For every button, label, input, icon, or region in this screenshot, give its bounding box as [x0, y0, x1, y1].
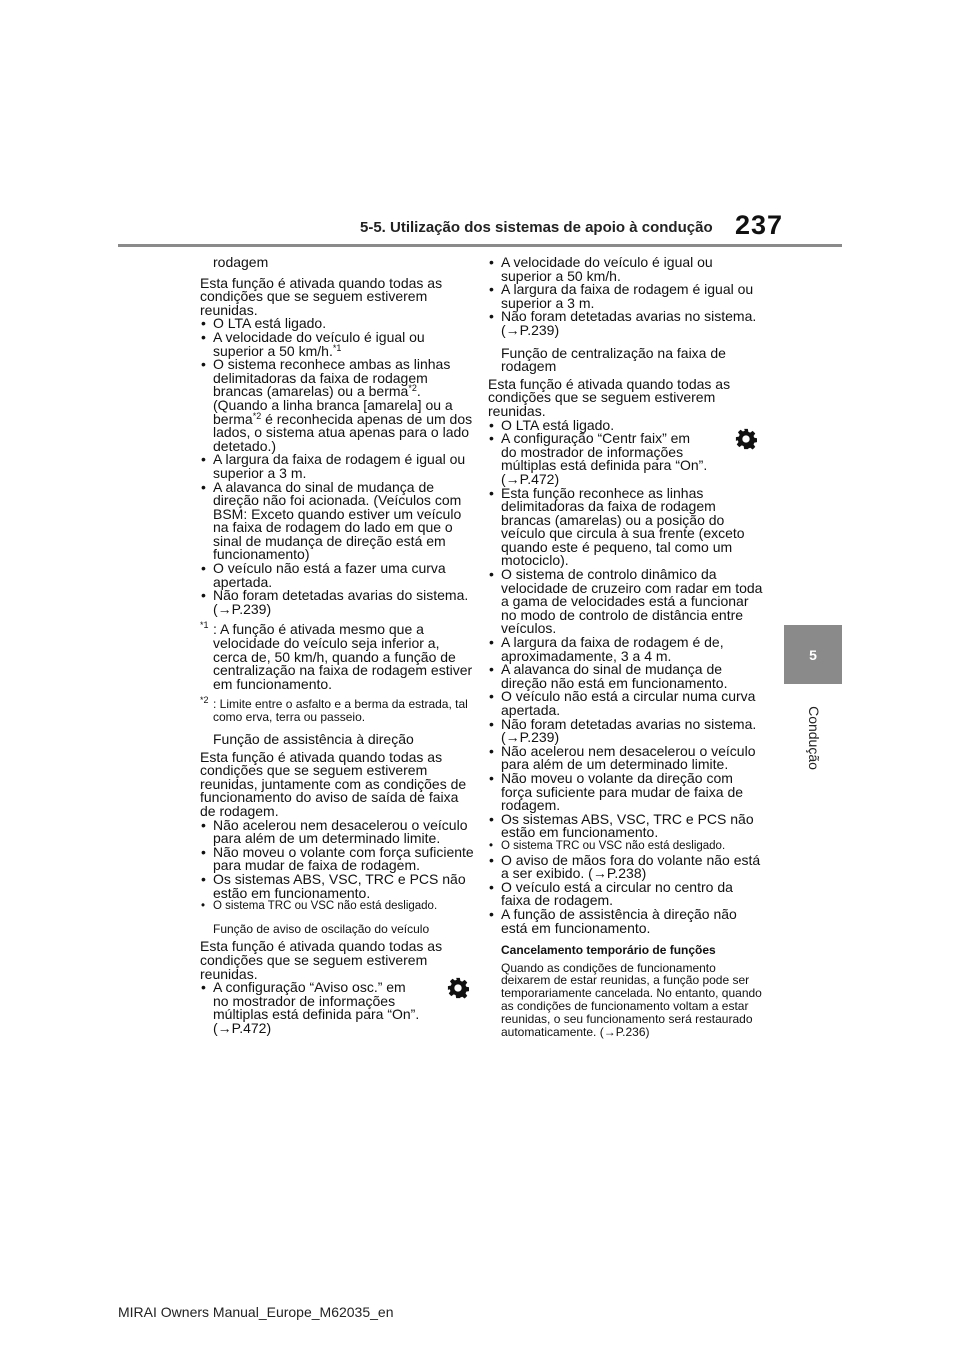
- list-item: • O sistema TRC ou VSC não está desligado.: [488, 840, 763, 854]
- list-item: • Não foram detetadas avarias do sistema. (→P.239): [200, 589, 475, 616]
- lane-centering-heading: Função de centralização na faixa de rodagem: [501, 344, 726, 375]
- arrow-icon: →: [505, 729, 520, 746]
- list-item: • A alavanca do sinal de mudança de direção não está em funcionamento.: [488, 663, 763, 690]
- list-item: • A velocidade do veículo é igual ou superior a 50 km/h.$^{*1}$: [200, 331, 475, 358]
- list-item: • Esta função reconhece as linhas delimitadoras da faixa de rodagem brancas (amarelas) ou a posição do veículo que circula à sua frente (exceto quando este é pequeno, tal como um motociclo).: [488, 487, 763, 569]
- header-divider: [118, 244, 842, 247]
- page-reference[interactable]: P.239): [519, 729, 560, 746]
- list-item: • O sistema TRC ou VSC não está desligado.: [200, 900, 475, 914]
- list-item: • O veículo não está a circular numa curva apertada.: [488, 690, 763, 717]
- arrow-icon: →: [505, 321, 520, 338]
- arrow-icon: →: [603, 1024, 616, 1039]
- list-item: • O LTA está ligado.: [488, 419, 763, 433]
- gear-icon: [447, 977, 469, 999]
- arrow-icon: →: [217, 600, 232, 617]
- page-reference[interactable]: P.472): [231, 1019, 272, 1036]
- list-item: • Não moveu o volante com força suficiente para mudar de faixa de rodagem.: [200, 846, 475, 873]
- page-reference[interactable]: P.238): [606, 865, 647, 882]
- sway-warning-intro: Esta função é ativada quando todas as condições que se seguem estiverem reunidas.: [200, 938, 443, 982]
- sway-warning-heading: Função de aviso de oscilação do veículo: [213, 921, 430, 936]
- sway-warning-list: [200, 981, 475, 1035]
- right-column: [488, 256, 763, 1038]
- footnote-2: *2 : Limite entre o asfalto e a berma da estrada, tal como erva, terra ou passeio.: [200, 695, 468, 725]
- list-item: • A configuração “Aviso osc.” em no mostrador de informações múltiplas está definida para “On”. (→P.472): [200, 981, 475, 1035]
- left-column: [200, 256, 475, 1035]
- lta-conditions-list: [200, 317, 475, 616]
- list-item: • Os sistemas ABS, VSC, TRC e PCS não estão em funcionamento.: [200, 873, 475, 900]
- continued-text: rodagem: [213, 254, 269, 270]
- chapter-number: 5: [809, 647, 817, 663]
- list-item: • A largura da faixa de rodagem é de, aproximadamente, 3 a 4 m.: [488, 636, 763, 663]
- steering-assist-list: [200, 816, 475, 914]
- page-reference[interactable]: P.236): [615, 1024, 650, 1039]
- footnote-mark: *1: [200, 620, 209, 631]
- intro-paragraph: Esta função é ativada quando todas as condições que se seguem estiverem reunidas.: [200, 274, 443, 318]
- arrow-icon: →: [505, 470, 520, 487]
- list-item: • O aviso de mãos fora do volante não está a ser exibido. (→P.238): [488, 854, 763, 881]
- list-item: • Não foram detetadas avarias no sistema. (→P.239): [488, 718, 763, 745]
- temporary-cancel-text: Quando as condições de funcionamento deixarem de estar reunidas, a função pode ser temporariamente cancelada. No entanto, quando as condições de funcionamento voltam a estar reunidas, o seu funcionamento será restaurado automaticamente. (→P.236): [501, 960, 762, 1039]
- list-item: • A alavanca do sinal de mudança de direção não foi acionada. (Veículos com BSM: Exceto quando estiver um veículo na faixa de rodagem do lado em que o sinal de mudança de direção está em funcionamento): [200, 481, 475, 563]
- list-item: • Não foram detetadas avarias no sistema. (→P.239): [488, 310, 763, 337]
- footnote-mark: *2: [200, 695, 209, 706]
- arrow-icon: →: [217, 1019, 232, 1036]
- list-item: • A configuração “Centr faix” em do mostrador de informações múltiplas está definida para “On”. (→P.472): [488, 432, 763, 486]
- list-item: • O veículo está a circular no centro da faixa de rodagem.: [488, 881, 763, 908]
- list-item: • A largura da faixa de rodagem é igual ou superior a 3 m.: [200, 453, 475, 480]
- list-item: • A largura da faixa de rodagem é igual ou superior a 3 m.: [488, 283, 763, 310]
- arrow-icon: →: [592, 865, 607, 882]
- steering-assist-intro: Esta função é ativada quando todas as condições que se seguem estiverem reunidas, juntamente com as condições de funcionamento do aviso de saída de faixa de rodagem.: [200, 748, 467, 819]
- page-reference[interactable]: P.472): [519, 470, 560, 487]
- footnote-ref: *2: [408, 383, 417, 394]
- list-item: • A função de assistência à direção não está em funcionamento.: [488, 908, 763, 935]
- steering-assist-heading: Função de assistência à direção: [213, 731, 414, 747]
- list-item: • O veículo não está a fazer uma curva apertada.: [200, 562, 475, 589]
- continued-list: [488, 256, 763, 338]
- lane-centering-list: [488, 416, 763, 936]
- list-item: • O sistema reconhece ambas as linhas delimitadoras da faixa de rodagem brancas (amarelas) ou a berma$^{*2}$. (Quando a linha branca [amarela] ou a berma$^{*2}$ é reconhecida apenas de um dos lados, o sistema atua apenas para o lado detetado.): [200, 358, 475, 453]
- footnote-1: *1 : A função é ativada mesmo que a velocidade do veículo seja inferior a, cerca de, 50 km/h, quando a função de centralização na faixa de rodagem estiver em funcionamento.: [200, 620, 473, 692]
- list-item: • Não acelerou nem desacelerou o veículo para além de um determinado limite.: [488, 745, 763, 772]
- lane-centering-intro: Esta função é ativada quando todas as condições que se seguem estiverem reunidas.: [488, 375, 731, 419]
- page-number: 237: [735, 210, 784, 240]
- list-item: • Não acelerou nem desacelerou o veículo para além de um determinado limite.: [200, 819, 475, 846]
- temporary-cancel-heading: Cancelamento temporário de funções: [501, 943, 716, 958]
- list-item: • A velocidade do veículo é igual ou superior a 50 km/h.: [488, 256, 763, 283]
- footnote-ref: *2: [252, 410, 262, 421]
- gear-icon: [735, 428, 757, 450]
- page-reference[interactable]: P.239): [519, 321, 560, 338]
- footnote-ref: *1: [332, 342, 342, 353]
- list-item: • Não moveu o volante da direção com força suficiente para mudar de faixa de rodagem.: [488, 772, 763, 813]
- list-item: • O sistema de controlo dinâmico da velocidade de cruzeiro com radar em toda a gama de velocidades está a funcionar no modo de controlo de distância entre veículos.: [488, 568, 763, 636]
- page-reference[interactable]: P.239): [231, 600, 272, 617]
- chapter-label: Condução: [806, 706, 822, 770]
- list-item: • Os sistemas ABS, VSC, TRC e PCS não estão em funcionamento.: [488, 813, 763, 840]
- list-item: • O LTA está ligado.: [200, 317, 475, 331]
- section-title: 5-5. Utilização dos sistemas de apoio à condução: [360, 219, 713, 236]
- footer-manual-id: MIRAI Owners Manual_Europe_M62035_en: [118, 1304, 394, 1320]
